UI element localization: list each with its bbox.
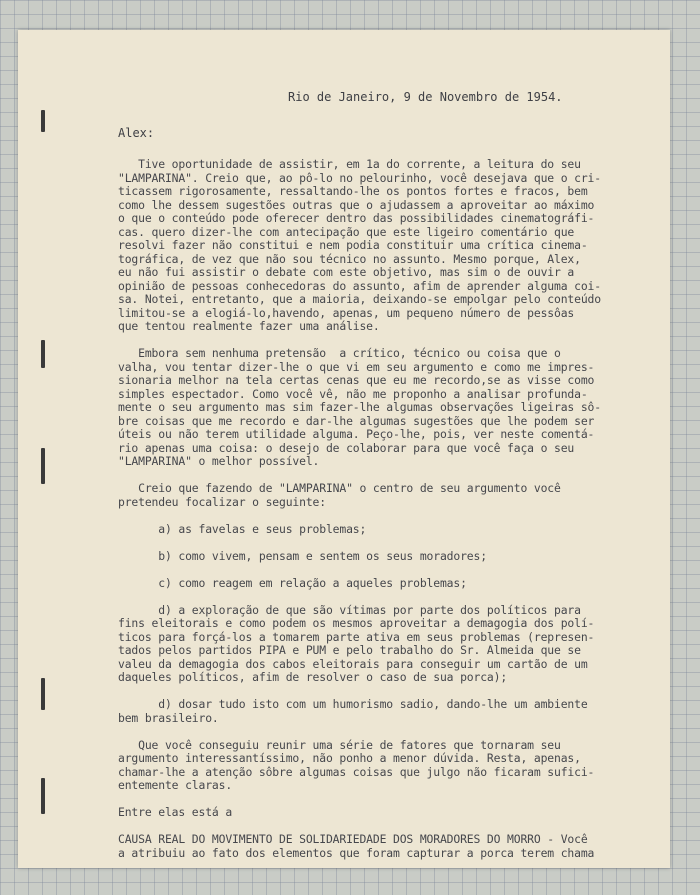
paragraph-gap: [118, 469, 670, 483]
binder-mark: [41, 340, 45, 368]
letter-line: valha, vou tentar dizer-lhe o que vi em seu argumento e como me impres-: [118, 359, 595, 374]
binder-mark: [41, 110, 45, 132]
letter-line: Embora sem nenhuma pretensão a crítico, técnico ou coisa que o: [118, 346, 561, 360]
letter-line: valeu da demagogia dos cabos eleitorais para conseguir um cartão de um: [118, 656, 588, 671]
letter-line: que tentou realmente fazer uma análise.: [118, 319, 380, 333]
letter-line: fins eleitorais e como podem os mesmos aproveitar a demagogia dos polí-: [118, 616, 595, 630]
paragraph-gap: [118, 685, 670, 699]
binder-mark: [41, 678, 45, 710]
letter-line: resolvi fazer não constitui e nem podia constituir uma crítica cinema-: [118, 238, 588, 252]
letter-line: b) como vivem, pensam e sentem os seus moradores;: [118, 548, 487, 563]
letter-line: CAUSA REAL DO MOVIMENTO DE SOLIDARIEDADE DOS MORADORES DO MORRO - Você: [118, 832, 588, 846]
paragraph-gap: [118, 820, 670, 834]
letter-line: Creio que fazendo de "LAMPARINA" o centro de seu argumento você: [118, 481, 561, 495]
letter-line: ticassem rigorosamente, ressaltando-lhe os pontos fortes e fracos, bem: [118, 184, 588, 198]
letter-line: c) como reagem em relação a aqueles problemas;: [118, 575, 467, 590]
letter-line: d) dosar tudo isto com um humorismo sadio, dando-lhe um ambiente: [118, 697, 588, 711]
letter-line: mente o seu argumento mas sim fazer-lhe algumas observações ligeiras sô-: [118, 400, 601, 414]
letter-line: d) a exploração de que são vítimas por parte dos políticos para: [118, 602, 581, 617]
paragraph-gap: [118, 590, 670, 604]
letter-line: Que você conseguiu reunir uma série de fatores que tornaram seu: [118, 737, 561, 752]
paragraph-gap: [118, 725, 670, 739]
paragraph-gap: [118, 793, 670, 807]
letter-line: entemente claras.: [118, 778, 233, 792]
letter-greeting: Alex:: [118, 126, 155, 140]
binder-mark: [41, 778, 45, 814]
letter-line: opinião de pessoas conhecedoras do assunto, afim de aprender alguma coi-: [118, 278, 601, 293]
letter-line: rio apenas uma coisa: o desejo de colaborar para que você faça o seu: [118, 440, 575, 455]
paragraph-gap: [118, 536, 670, 550]
letter-page: [18, 30, 670, 868]
paragraph-gap: [118, 563, 670, 577]
letter-line: limitou-se a elogiá-lo,havendo, apenas, um pequeno número de pessôas: [118, 305, 575, 320]
letter-line: Entre elas está a: [118, 805, 233, 819]
letter-line: argumento interessantíssimo, não ponho a menor dúvida. Resta, apenas,: [118, 751, 581, 765]
letter-line: sionaria melhor na tela certas cenas que eu me recordo,se as visse como: [118, 373, 595, 387]
letter-line: ticos para forçá-los a tomarem parte ativa em seus problemas (represen-: [118, 629, 595, 644]
letter-line: bre coisas que me recordo e dar-lhe algumas sugestões que lhe podem ser: [118, 413, 595, 428]
letter-line: sa. Notei, entretanto, que a maioria, deixando-se empolgar pelo conteúdo: [118, 292, 601, 306]
paragraph-gap: [118, 334, 670, 348]
letter-line: a) as favelas e seus problemas;: [118, 521, 367, 536]
letter-line: "LAMPARINA" o melhor possível.: [118, 454, 320, 468]
letter-line: como lhe dessem sugestões outras que o ajudassem a aproveitar ao máximo: [118, 197, 595, 212]
binder-mark: [41, 448, 45, 484]
letter-line: tográfica, de vez que não sou técnico no assunto. Mesmo porque, Alex,: [118, 251, 581, 266]
letter-line: eu não fui assistir o debate com este objetivo, mas sim o de ouvir a: [118, 265, 575, 279]
letter-line: úteis ou não terem utilidade alguma. Peço-lhe, pois, ver neste comentá-: [118, 427, 595, 441]
letter-line: a atribuiu ao fato dos elementos que foram capturar a porca terem chama: [118, 845, 595, 860]
letter-line: tados pelos partidos PIPA e PUM e pelo trabalho do Sr. Almeida que se: [118, 643, 581, 657]
paragraph-gap: [118, 509, 670, 523]
letter-body: [118, 158, 670, 860]
letter-line: o que o conteúdo pode oferecer dentro das possibilidades cinematográfi-: [118, 211, 595, 225]
letter-date: Rio de Janeiro, 9 de Novembro de 1954.: [288, 90, 563, 104]
letter-line: Tive oportunidade de assistir, em 1a do corrente, a leitura do seu: [118, 157, 581, 171]
letter-line: bem brasileiro.: [118, 710, 219, 725]
letter-line: simples espectador. Como você vê, não me proponho a analisar profunda-: [118, 386, 588, 401]
letter-line: cas. quero dizer-lhe com antecipação que este ligeiro comentário que: [118, 224, 575, 239]
letter-line: chamar-lhe a atenção sôbre algumas coisas que julgo não ficaram sufici-: [118, 764, 595, 779]
letter-line: pretendeu focalizar o seguinte:: [118, 494, 326, 509]
letter-line: "LAMPARINA". Creio que, ao pô-lo no pelourinho, você desejava que o cri-: [118, 170, 601, 185]
letter-line: daqueles políticos, afim de resolver o caso de sua porca);: [118, 670, 508, 684]
